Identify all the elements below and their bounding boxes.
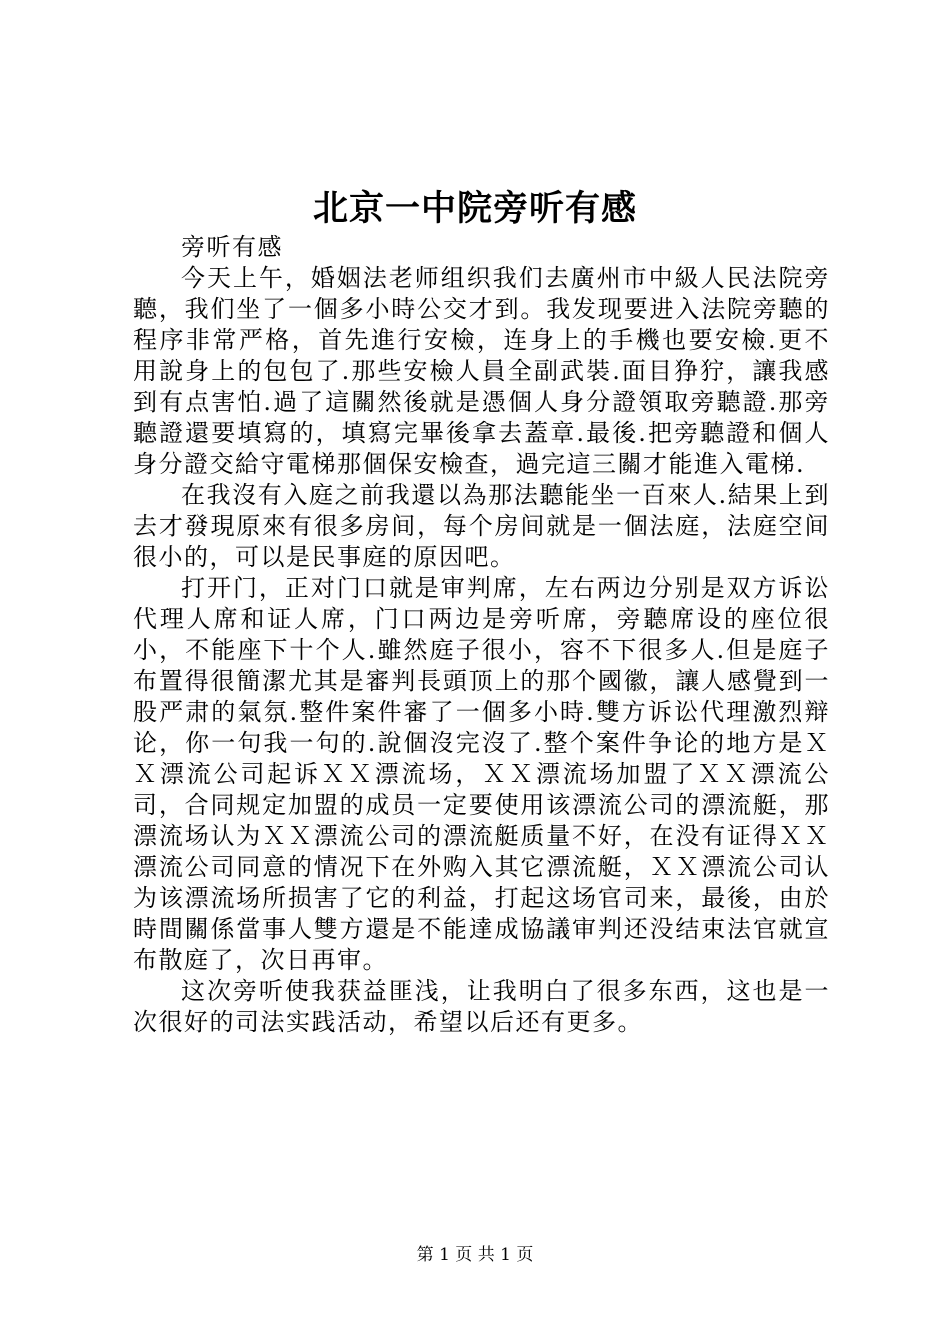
paragraph: 在我沒有入庭之前我還以為那法聽能坐一百來人.結果上到去才發現原來有很多房间，每个房间就是一個法庭，法庭空间很小的，可以是民事庭的原因吧。 [133, 481, 830, 571]
paragraph: 这次旁听使我获益匪浅，让我明白了很多东西，这也是一次很好的司法实践活动，希望以后还有更多。 [133, 977, 830, 1036]
page-footer: 第 1 页 共 1 页 [416, 1245, 534, 1265]
paragraph: 打开门，正对门口就是审判席，左右两边分别是双方诉讼代理人席和证人席，门口两边是旁听席，旁聽席设的座位很小，不能座下十个人.雖然庭子很小，容不下很多人.但是庭子布置得很簡潔尤其是審判長頭顶上的那个國徽，讓人感覺到一股严肃的氣氛.整件案件審了一個多小時.雙方诉讼代理激烈辩论，你一句我一句的.說個沒完沒了.整个案件争论的地方是ＸＸ漂流公司起诉ＸＸ漂流场，ＸＸ漂流场加盟了ＸＸ漂流公司，合同规定加盟的成员一定要使用该漂流公司的漂流艇，那漂流场认为ＸＸ漂流公司的漂流艇质量不好，在没有证得ＸＸ漂流公司同意的情况下在外购入其它漂流艇，ＸＸ漂流公司认为该漂流场所损害了它的利益，打起这场官司来，最後，由於時間關係當事人雙方還是不能達成協議审判还没结束法官就宣布散庭了，次日再审。 [133, 574, 830, 974]
document-title: 北京一中院旁听有感 [312, 188, 637, 229]
document-body [133, 232, 830, 1038]
paragraph: 今天上午，婚姻法老师组织我们去廣州市中級人民法院旁聽，我们坐了一個多小時公交才到。我发现要进入法院旁聽的程序非常严格，首先進行安檢，连身上的手機也要安檢.更不用說身上的包包了.那些安檢人員全副武裝.面目狰狞，讓我感到有点害怕.過了這關然後就是憑個人身分證領取旁聽證.那旁聽證還要填寫的，填寫完畢後拿去蓋章.最後.把旁聽證和個人身分證交給守電梯那個保安檢查，過完這三關才能進入電梯. [133, 264, 830, 478]
paragraph: 旁听有感 [181, 233, 283, 261]
